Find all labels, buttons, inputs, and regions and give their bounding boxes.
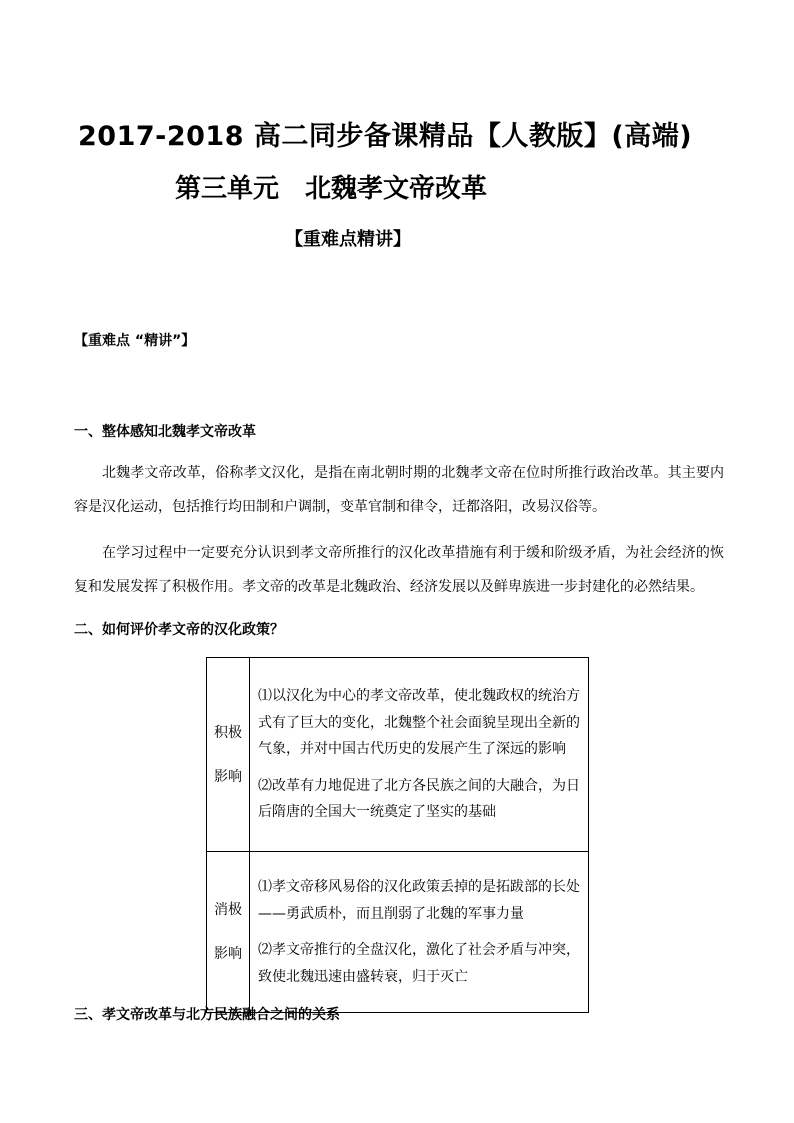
focus-label: 【重难点 “精讲”】 <box>74 333 196 349</box>
row-content-positive <box>250 658 589 852</box>
evaluation-table <box>206 657 589 1013</box>
section-1-heading: 一、整体感知北魏孝文帝改革 <box>74 424 256 440</box>
row-label-bottom: 影响 <box>214 768 242 785</box>
section-3-heading: 三、孝文帝改革与北方民族融合之间的关系 <box>74 1007 340 1023</box>
unit-title: 第三单元 北魏孝文帝改革 <box>175 174 488 204</box>
row-label-positive <box>207 658 250 852</box>
section-1-paragraph-2: 在学习过程中一定要充分认识到孝文帝所推行的汉化改革措施有利于缓和阶级矛盾，为社会经济的恢复和发展发挥了积极作用。孝文帝的改革是北魏政治、经济发展以及鲜卑族进一步封建化的必然结果。 <box>74 545 724 595</box>
section-2-heading: 二、如何评价孝文帝的汉化政策？ <box>74 622 284 638</box>
row-content-negative <box>250 852 589 1013</box>
document-title: 2017-2018 高二同步备课精品【人教版】(高端) <box>78 121 693 152</box>
table-item: ⑴孝文帝移风易俗的汉化政策丢掉的是拓跋部的长处——勇武质朴，而且削弱了北魏的军事力量 <box>258 879 580 922</box>
section-1-paragraph-1: 北魏孝文帝改革，俗称孝文汉化，是指在南北朝时期的北魏孝文帝在位时所推行政治改革。其主要内容是汉化运动，包括推行均田制和户调制，变革官制和律令，迁都洛阳，改易汉俗等。 <box>74 465 724 515</box>
row-label-negative <box>207 852 250 1013</box>
row-label-top: 积极 <box>214 724 242 741</box>
row-label-top: 消极 <box>214 902 242 918</box>
row-label-bottom: 影响 <box>214 946 242 962</box>
table-item: ⑵孝文帝推行的全盘汉化，激化了社会矛盾与冲突，致使北魏迅速由盛转衰，归于灭亡 <box>258 942 580 985</box>
table-item: ⑵改革有力地促进了北方各民族之间的大融合，为日后隋唐的全国大一统奠定了坚实的基础 <box>258 777 580 821</box>
table-row-positive <box>207 658 589 852</box>
table-row-negative <box>207 852 589 1013</box>
section-subtitle: 【重难点精讲】 <box>285 229 411 250</box>
table-item: ⑴以汉化为中心的孝文帝改革，使北魏政权的统治方式有了巨大的变化，北魏整个社会面貌呈现出全新的气象，并对中国古代历史的发展产生了深远的影响 <box>258 688 580 758</box>
